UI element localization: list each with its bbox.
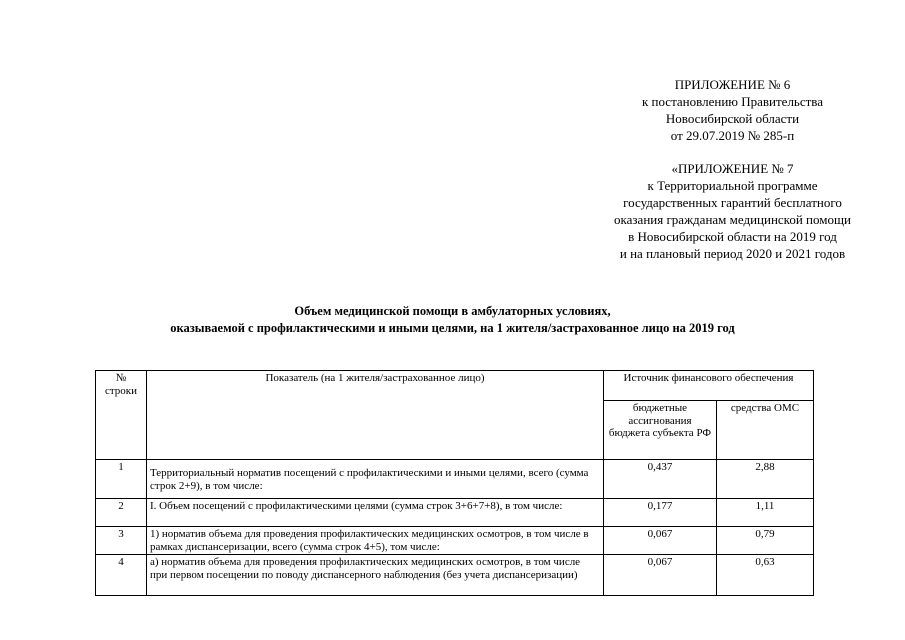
table-row xyxy=(96,527,814,555)
row-budget-value: 0,067 xyxy=(604,527,717,555)
document-title-line-2: оказываемой с профилактическими и иными целями, на 1 жителя/застрахованное лицо на 2019 год xyxy=(170,321,735,335)
row-indicator: I. Объем посещений с профилактическими целями (сумма строк 3+6+7+8), в том числе: xyxy=(147,499,604,527)
appendix-7-line: в Новосибирской области на 2019 год xyxy=(628,229,837,244)
appendix-7-line: и на плановый период 2020 и 2021 годов xyxy=(619,246,846,261)
table-header-row xyxy=(96,371,814,401)
row-indicator: а) норматив объема для проведения профилактических медицинских осмотров, в том числе при первом посещении по поводу диспансерного наблюдения (без учета диспансеризации) xyxy=(147,555,604,596)
header-row-number: № строки xyxy=(96,371,147,460)
document-title-line-1: Объем медицинской помощи в амбулаторных условиях, xyxy=(294,304,611,318)
appendix-7-line: государственных гарантий бесплатного xyxy=(623,195,842,210)
row-number: 3 xyxy=(96,527,147,555)
row-number: 4 xyxy=(96,555,147,596)
table-row xyxy=(96,460,814,499)
appendix-6-line: ПРИЛОЖЕНИЕ № 6 xyxy=(674,77,791,92)
appendix-6-line: от 29.07.2019 № 285-п xyxy=(670,128,795,143)
row-budget-value: 0,177 xyxy=(604,499,717,527)
appendix-7-line: «ПРИЛОЖЕНИЕ № 7 xyxy=(671,161,794,176)
appendix-6-header xyxy=(570,76,895,144)
row-number: 2 xyxy=(96,499,147,527)
volume-table xyxy=(95,370,814,596)
appendix-6-line: к постановлению Правительства xyxy=(641,94,824,109)
table-row xyxy=(96,555,814,596)
appendix-7-line: к Территориальной программе xyxy=(647,178,818,193)
appendix-6-line: Новосибирской области xyxy=(665,111,800,126)
row-oms-value: 1,11 xyxy=(717,499,814,527)
header-budget: бюджетные ассигнования бюджета субъекта РФ xyxy=(604,401,717,460)
header-oms: средства ОМС xyxy=(717,401,814,460)
row-oms-value: 2,88 xyxy=(717,460,814,499)
row-budget-value: 0,437 xyxy=(604,460,717,499)
appendix-7-header xyxy=(570,160,895,262)
table-row xyxy=(96,499,814,527)
appendix-7-line: оказания гражданам медицинской помощи xyxy=(614,212,851,227)
row-budget-value: 0,067 xyxy=(604,555,717,596)
row-indicator: 1) норматив объема для проведения профилактических медицинских осмотров, в том числе в рамках диспансеризации, всего (сумма строк 4+5), том числе: xyxy=(147,527,604,555)
row-oms-value: 0,79 xyxy=(717,527,814,555)
row-number: 1 xyxy=(96,460,147,499)
row-oms-value: 0,63 xyxy=(717,555,814,596)
row-indicator: Территориальный норматив посещений с профилактическими и иными целями, всего (сумма строк 2+9), в том числе: xyxy=(147,460,604,499)
document-title xyxy=(0,303,905,337)
header-funding-source: Источник финансового обеспечения xyxy=(604,371,814,401)
header-indicator: Показатель (на 1 жителя/застрахованное лицо) xyxy=(147,371,604,460)
